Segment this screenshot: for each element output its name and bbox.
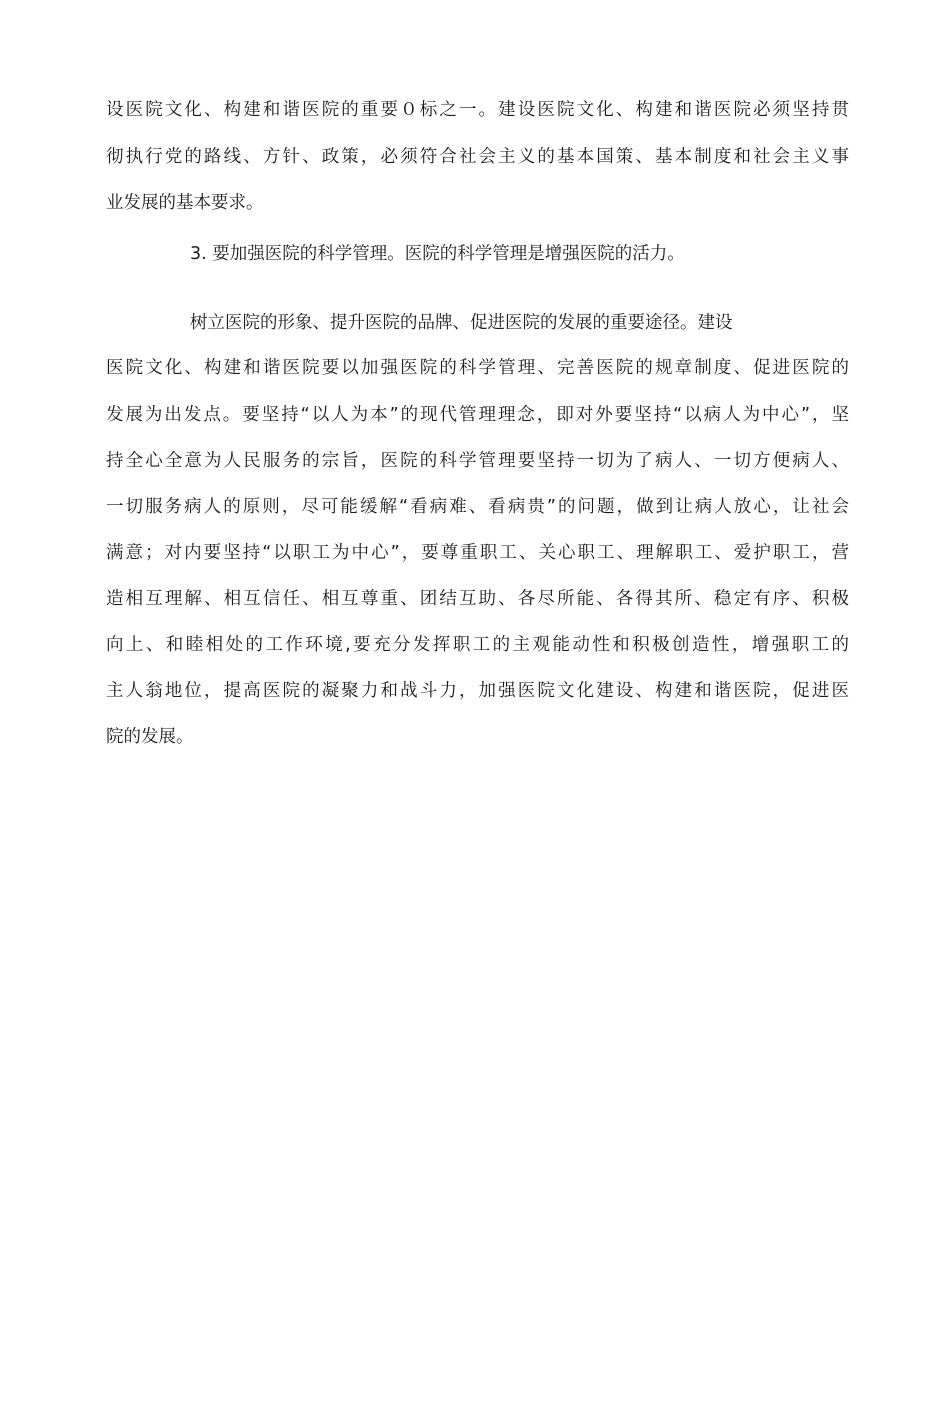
paragraph-1-line-2: 彻执行党的路线、方针、政策，必须符合社会主义的基本国策、基本制度和社会主义事 [106,147,849,167]
paragraph-2-line-7: 造相互理解、相互信任、相互尊重、团结互助、各尽所能、各得其所、稳定有序、积极 [106,589,849,609]
paragraph-2-line-10: 院的发展。 [106,727,194,747]
paragraph-2-line-2: 医院文化、构建和谐医院要以加强医院的科学管理、完善医院的规章制度、促进医院的 [106,358,849,378]
paragraph-2-line-6: 满意；对内要坚持“以职工为中心”，要尊重职工、关心职工、理解职工、爱护职工，营 [106,543,849,563]
paragraph-1-line-1: 设医院文化、构建和谐医院的重要０标之一。建设医院文化、构建和谐医院必须坚持贯 [106,100,849,120]
paragraph-2-line-1: 树立医院的形象、提升医院的品牌、促进医院的发展的重要途径。建设 [190,313,733,333]
paragraph-2-line-8: 向上、和睦相处的工作环境,要充分发挥职工的主观能动性和积极创造性，增强职工的 [106,635,849,655]
paragraph-2-line-5: 一切服务病人的原则，尽可能缓解“看病难、看病贵”的问题，做到让病人放心，让社会 [106,497,849,517]
paragraph-2-line-4: 持全心全意为人民服务的宗旨，医院的科学管理要坚持一切为了病人、一切方便病人、 [106,451,849,471]
paragraph-1-line-3: 业发展的基本要求。 [106,193,264,213]
paragraph-2-line-3: 发展为出发点。要坚持“以人为本”的现代管理理念，即对外要坚持“以病人为中心”，坚 [106,405,849,425]
paragraph-2-line-9: 主人翁地位，提高医院的凝聚力和战斗力，加强医院文化建设、构建和谐医院，促进医 [106,681,849,701]
section-heading-3: 3. 要加强医院的科学管理。医院的科学管理是增强医院的活力。 [190,244,685,264]
